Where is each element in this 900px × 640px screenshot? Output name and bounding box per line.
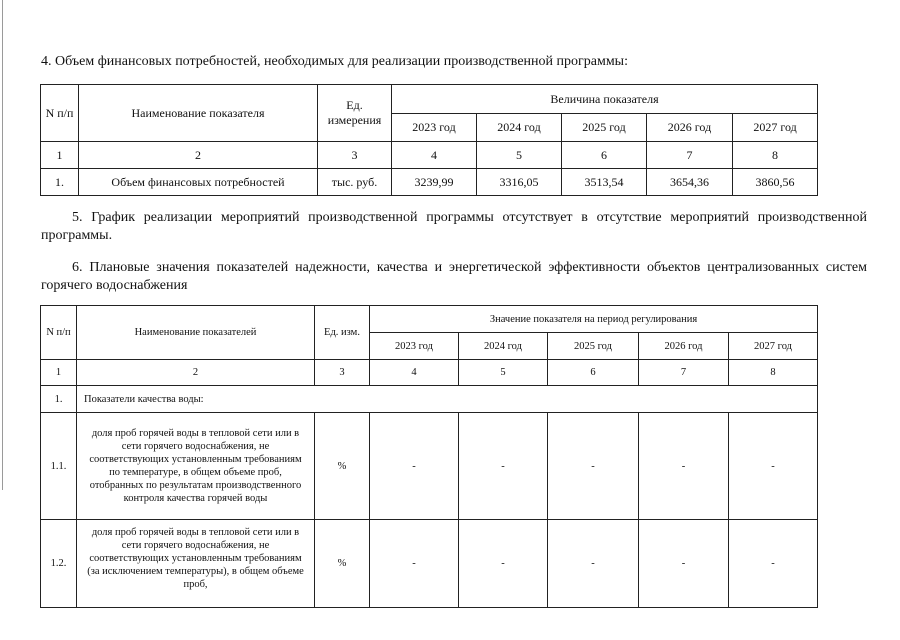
index-cell: 6 <box>548 360 639 386</box>
section-6-heading: 6. Плановые значения показателей надежности, качества и энергетической эффективности объектов централизованных систем горячего водоснабжения <box>41 260 867 293</box>
row-value: - <box>548 413 639 520</box>
row-name: Объем финансовых потребностей <box>79 169 318 196</box>
col-header-name: Наименование показателей <box>77 306 315 360</box>
table-index-row <box>41 142 818 169</box>
group-row <box>41 386 818 413</box>
col-header-year: 2025 год <box>548 333 639 360</box>
row-number: 1.2. <box>41 520 77 608</box>
col-header-year: 2026 год <box>647 114 733 142</box>
index-cell: 3 <box>318 142 392 169</box>
col-header-year: 2024 год <box>477 114 562 142</box>
col-header-year: 2025 год <box>562 114 647 142</box>
col-header-value-group: Величина показателя <box>392 85 818 114</box>
row-value: 3654,36 <box>647 169 733 196</box>
group-title: Показатели качества воды: <box>77 386 818 413</box>
col-header-year: 2024 год <box>459 333 548 360</box>
index-cell: 7 <box>639 360 729 386</box>
index-cell: 5 <box>459 360 548 386</box>
col-header-year: 2023 год <box>370 333 459 360</box>
index-cell: 4 <box>392 142 477 169</box>
row-value: - <box>729 413 818 520</box>
col-header-unit: Ед. измерения <box>318 85 392 142</box>
table-index-row <box>41 360 818 386</box>
index-cell: 4 <box>370 360 459 386</box>
col-header-year: 2026 год <box>639 333 729 360</box>
row-value: - <box>459 413 548 520</box>
quality-indicators-table <box>40 305 818 608</box>
index-cell: 2 <box>77 360 315 386</box>
col-header-number: N п/п <box>41 85 79 142</box>
index-cell: 6 <box>562 142 647 169</box>
table-row <box>41 169 818 196</box>
row-value: - <box>639 520 729 608</box>
row-value: - <box>548 520 639 608</box>
table-row <box>41 413 818 520</box>
row-unit: тыс. руб. <box>318 169 392 196</box>
row-value: - <box>639 413 729 520</box>
index-cell: 1 <box>41 360 77 386</box>
index-cell: 8 <box>733 142 818 169</box>
index-cell: 2 <box>79 142 318 169</box>
row-value: - <box>729 520 818 608</box>
table-header-row <box>41 85 818 114</box>
col-header-name: Наименование показателя <box>79 85 318 142</box>
col-header-year: 2027 год <box>729 333 818 360</box>
table-header-row <box>41 306 818 333</box>
row-value: 3239,99 <box>392 169 477 196</box>
index-cell: 3 <box>315 360 370 386</box>
row-value: 3513,54 <box>562 169 647 196</box>
row-value: 3860,56 <box>733 169 818 196</box>
col-header-number: N п/п <box>41 306 77 360</box>
row-number: 1. <box>41 169 79 196</box>
col-header-year: 2027 год <box>733 114 818 142</box>
row-value: 3316,05 <box>477 169 562 196</box>
index-cell: 1 <box>41 142 79 169</box>
index-cell: 8 <box>729 360 818 386</box>
row-number: 1.1. <box>41 413 77 520</box>
row-value: - <box>370 413 459 520</box>
col-header-year: 2023 год <box>392 114 477 142</box>
row-unit: % <box>315 413 370 520</box>
financial-needs-table <box>40 84 818 196</box>
index-cell: 7 <box>647 142 733 169</box>
row-name: доля проб горячей воды в тепловой сети или в сети горячего водоснабжения, не соответствующих установленным требованиям по температуре, в общем объеме проб, отобранных по результатам производственного контроля качества горячей воды <box>77 413 315 520</box>
row-unit: % <box>315 520 370 608</box>
group-number: 1. <box>41 386 77 413</box>
section-5-text: 5. График реализации мероприятий производственной программы отсутствует в отсутствие мероприятий производственной программы. <box>41 210 867 243</box>
row-value: - <box>370 520 459 608</box>
row-name: доля проб горячей воды в тепловой сети или в сети горячего водоснабжения, не соответствующих установленным требованиям (за исключением температуры), в общем объеме проб, <box>77 520 315 608</box>
index-cell: 5 <box>477 142 562 169</box>
section-4-heading: 4. Объем финансовых потребностей, необходимых для реализации производственной программы: <box>41 54 628 69</box>
col-header-value-group: Значение показателя на период регулирования <box>370 306 818 333</box>
col-header-unit: Ед. изм. <box>315 306 370 360</box>
row-value: - <box>459 520 548 608</box>
page-edge-line <box>2 0 3 490</box>
table-row <box>41 520 818 608</box>
